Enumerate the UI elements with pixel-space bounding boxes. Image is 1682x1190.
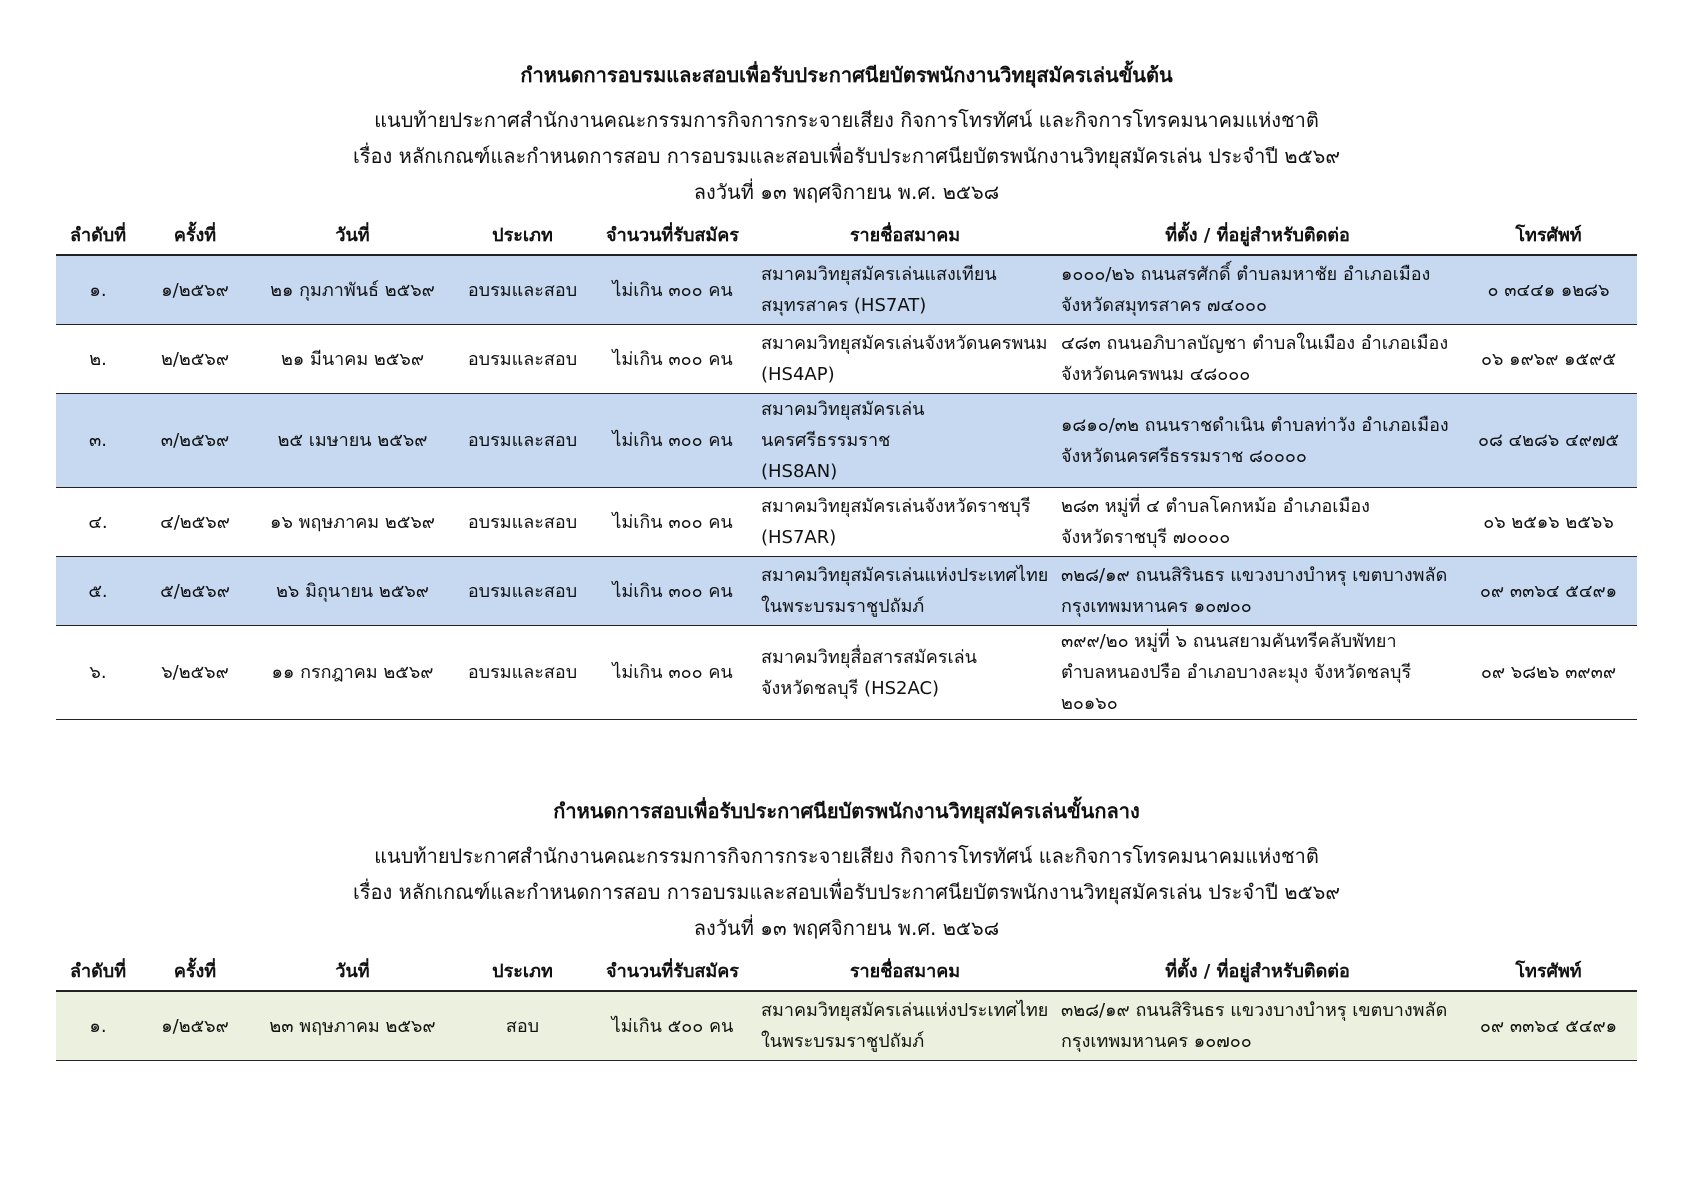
cell-association-text: สมาคมวิทยุสื่อสารสมัครเล่น [761, 646, 977, 668]
cell-round [140, 557, 250, 626]
cell-quota [590, 325, 755, 394]
header-date: วันที่ [250, 950, 455, 991]
cell-date [250, 557, 455, 626]
cell-date-text: ๒๑ กุมภาพันธ์ ๒๕๖๙ [270, 279, 435, 301]
date-line: ลงวันที่ ๑๓ พฤศจิกายน พ.ศ. ๒๕๖๘ [693, 180, 1000, 204]
cell-address-text: ๑๘๑๐/๓๒ ถนนราชดำเนิน ตำบลท่าวัง อำเภอเมือง [1061, 414, 1449, 436]
cell-phone-text: ๐ ๓๔๔๑ ๑๒๘๖ [1487, 279, 1610, 301]
cell-round [140, 394, 250, 488]
section-title: กำหนดการสอบเพื่อรับประกาศนียบัตรพนักงานวิทยุสมัครเล่นขั้นกลาง [553, 799, 1140, 823]
header-phone: โทรศัพท์ [1460, 950, 1637, 991]
cell-order-text: ๒. [89, 348, 107, 370]
cell-round [140, 488, 250, 557]
cell-association-text: ในพระบรมราชูปถัมภ์ [761, 1031, 925, 1052]
cell-type [455, 557, 590, 626]
cell-address-text: จังหวัดสมุทรสาคร ๗๔๐๐๐ [1061, 295, 1268, 316]
cell-order [56, 991, 140, 1061]
cell-quota [590, 557, 755, 626]
cell-association [755, 255, 1055, 325]
cell-order [56, 255, 140, 325]
cell-address-text: ๓๒๘/๑๙ ถนนสิรินธร แขวงบางบำหรุ เขตบางพลัด [1061, 565, 1448, 586]
cell-address-text: ๓๒๘/๑๙ ถนนสิรินธร แขวงบางบำหรุ เขตบางพลัด [1061, 1000, 1448, 1021]
cell-round-text: ๕/๒๕๖๙ [160, 580, 230, 602]
cell-round [140, 255, 250, 325]
cell-phone [1460, 488, 1637, 557]
cell-date-text: ๒๕ เมษายน ๒๕๖๙ [277, 430, 428, 451]
cell-type-text: อบรมและสอบ [467, 580, 578, 602]
cell-address-text: ๑๐๐๐/๒๖ ถนนสรศักดิ์ ตำบลมหาชัย อำเภอเมือง [1061, 264, 1431, 285]
cell-date [250, 325, 455, 394]
cell-quota [590, 255, 755, 325]
cell-round-text: ๑/๒๕๖๙ [161, 1015, 229, 1037]
cell-phone-text: ๐๙ ๓๓๖๔ ๕๔๙๑ [1479, 580, 1618, 602]
cell-association-text: สมาคมวิทยุสมัครเล่นแห่งประเทศไทย [761, 1000, 1049, 1021]
cell-round-text: ๖/๒๕๖๙ [161, 662, 229, 683]
cell-date-text: ๑๑ กรกฎาคม ๒๕๖๙ [271, 662, 434, 683]
cell-association [755, 394, 1055, 488]
cell-association-text: จังหวัดชลบุรี (HS2AC) [761, 677, 940, 699]
cell-association-text: สมาคมวิทยุสมัครเล่นแสงเทียน [761, 264, 997, 285]
cell-date [250, 488, 455, 557]
cell-date-text: ๒๑ มีนาคม ๒๕๖๙ [280, 348, 424, 370]
cell-quota [590, 626, 755, 720]
table-row [56, 325, 1637, 394]
subtitle-line: เรื่อง หลักเกณฑ์และกำหนดการสอบ การอบรมและสอบเพื่อรับประกาศนียบัตรพนักงานวิทยุสมัครเล่น ประจำปี ๒๕๖๙ [352, 144, 1341, 168]
cell-association-text: (HS4AP) [761, 364, 835, 385]
header-association: รายชื่อสมาคม [755, 950, 1055, 991]
header-type: ประเภท [455, 950, 590, 991]
table-row [56, 557, 1637, 626]
schedule-table [56, 214, 1637, 720]
header-address: ที่ตั้ง / ที่อยู่สำหรับติดต่อ [1055, 950, 1460, 991]
header-date: วันที่ [250, 214, 455, 255]
cell-association-text: ในพระบรมราชูปถัมภ์ [761, 596, 925, 617]
cell-phone [1460, 557, 1637, 626]
cell-address-text: ๓๙๙/๒๐ หมู่ที่ ๖ ถนนสยามคันทรีคลับพัทยา [1061, 631, 1397, 652]
date-line: ลงวันที่ ๑๓ พฤศจิกายน พ.ศ. ๒๕๖๘ [693, 916, 1000, 940]
cell-association-text: สมาคมวิทยุสมัครเล่นนครศรีธรรมราช [761, 399, 925, 451]
cell-phone-text: ๐๘ ๔๒๘๖ ๔๙๗๕ [1477, 430, 1620, 451]
cell-round-text: ๓/๒๕๖๙ [160, 430, 230, 451]
cell-type-text: สอบ [505, 1015, 540, 1037]
cell-quota [590, 991, 755, 1061]
header-round: ครั้งที่ [140, 214, 250, 255]
header-quota: จำนวนที่รับสมัคร [590, 950, 755, 991]
cell-phone-text: ๐๙ ๓๓๖๔ ๕๔๙๑ [1479, 1015, 1618, 1037]
table-row [56, 991, 1637, 1061]
cell-address-text: กรุงเทพมหานคร ๑๐๗๐๐ [1061, 1031, 1252, 1052]
cell-order-text: ๔. [88, 511, 108, 533]
table-row [56, 626, 1637, 720]
cell-address [1055, 394, 1460, 488]
header-type: ประเภท [455, 214, 590, 255]
cell-order [56, 626, 140, 720]
cell-phone-text: ๐๖ ๒๕๑๖ ๒๕๖๖ [1483, 511, 1614, 533]
cell-association-text: สมุทรสาคร (HS7AT) [761, 295, 927, 316]
cell-type-text: อบรมและสอบ [467, 348, 578, 370]
subtitle-line: แนบท้ายประกาศสำนักงานคณะกรรมการกิจการกระจายเสียง กิจการโทรทัศน์ และกิจการโทรคมนาคมแห่งชาติ [374, 108, 1319, 132]
section-title: กำหนดการอบรมและสอบเพื่อรับประกาศนียบัตรพนักงานวิทยุสมัครเล่นขั้นต้น [520, 63, 1173, 87]
header-round: ครั้งที่ [140, 950, 250, 991]
cell-association [755, 557, 1055, 626]
cell-type-text: อบรมและสอบ [467, 430, 578, 451]
cell-quota-text: ไม่เกิน ๓๐๐ คน [612, 580, 733, 602]
cell-association-text: สมาคมวิทยุสมัครเล่นจังหวัดราชบุรี [761, 496, 1031, 517]
cell-phone [1460, 991, 1637, 1061]
cell-order-text: ๑. [89, 1015, 107, 1037]
cell-order-text: ๑. [89, 279, 107, 301]
cell-order-text: ๖. [89, 662, 107, 683]
cell-date-text: ๑๖ พฤษภาคม ๒๕๖๙ [270, 511, 435, 533]
cell-quota-text: ไม่เกิน ๓๐๐ คน [612, 662, 733, 683]
cell-round-text: ๑/๒๕๖๙ [161, 279, 229, 301]
cell-address-text: ๒๘๓ หมู่ที่ ๔ ตำบลโคกหม้อ อำเภอเมือง [1061, 496, 1370, 517]
cell-association [755, 626, 1055, 720]
cell-type [455, 991, 590, 1061]
cell-association [755, 991, 1055, 1061]
cell-quota-text: ไม่เกิน ๓๐๐ คน [612, 348, 733, 370]
cell-phone [1460, 626, 1637, 720]
cell-association [755, 488, 1055, 557]
cell-round [140, 991, 250, 1061]
header-address: ที่ตั้ง / ที่อยู่สำหรับติดต่อ [1055, 214, 1460, 255]
cell-type-text: อบรมและสอบ [467, 511, 578, 533]
cell-quota [590, 488, 755, 557]
cell-quota-text: ไม่เกิน ๓๐๐ คน [612, 511, 733, 533]
cell-round-text: ๒/๒๕๖๙ [160, 348, 230, 370]
cell-date [250, 394, 455, 488]
cell-phone [1460, 394, 1637, 488]
cell-address-text: ตำบลหนองปรือ อำเภอบางละมุง จังหวัดชลบุรี ๒๐๑๖๐ [1061, 662, 1412, 714]
cell-address [1055, 626, 1460, 720]
cell-date [250, 991, 455, 1061]
cell-order [56, 394, 140, 488]
cell-date [250, 255, 455, 325]
cell-type [455, 394, 590, 488]
subtitle-line: เรื่อง หลักเกณฑ์และกำหนดการสอบ การอบรมและสอบเพื่อรับประกาศนียบัตรพนักงานวิทยุสมัครเล่น ประจำปี ๒๕๖๙ [352, 880, 1341, 904]
cell-phone [1460, 325, 1637, 394]
header-phone: โทรศัพท์ [1460, 214, 1637, 255]
cell-type [455, 325, 590, 394]
schedule-table [56, 950, 1637, 1061]
subtitle-line: แนบท้ายประกาศสำนักงานคณะกรรมการกิจการกระจายเสียง กิจการโทรทัศน์ และกิจการโทรคมนาคมแห่งชาติ [374, 844, 1319, 868]
table-row [56, 255, 1637, 325]
cell-association-text: สมาคมวิทยุสมัครเล่นจังหวัดนครพนม [761, 333, 1048, 354]
basic-license-schedule [56, 62, 1637, 720]
cell-address-text: จังหวัดนครศรีธรรมราช ๘๐๐๐๐ [1061, 445, 1307, 467]
cell-type-text: อบรมและสอบ [467, 279, 578, 301]
cell-type [455, 488, 590, 557]
cell-quota-text: ไม่เกิน ๓๐๐ คน [612, 430, 733, 451]
cell-address-text: ๔๘๓ ถนนอภิบาลบัญชา ตำบลในเมือง อำเภอเมือง [1061, 333, 1449, 354]
cell-address [1055, 325, 1460, 394]
cell-address [1055, 991, 1460, 1061]
cell-round [140, 325, 250, 394]
cell-quota [590, 394, 755, 488]
cell-address [1055, 488, 1460, 557]
cell-quota-text: ไม่เกิน ๓๐๐ คน [612, 279, 733, 301]
header-order: ลำดับที่ [56, 214, 140, 255]
header-quota: จำนวนที่รับสมัคร [590, 214, 755, 255]
cell-phone-text: ๐๖ ๑๙๖๙ ๑๕๙๕ [1481, 348, 1616, 370]
cell-type [455, 626, 590, 720]
cell-association-text: สมาคมวิทยุสมัครเล่นแห่งประเทศไทย [761, 565, 1049, 586]
cell-address [1055, 557, 1460, 626]
header-association: รายชื่อสมาคม [755, 214, 1055, 255]
cell-date-text: ๒๓ พฤษภาคม ๒๕๖๙ [269, 1015, 436, 1037]
cell-address-text: กรุงเทพมหานคร ๑๐๗๐๐ [1061, 596, 1252, 617]
cell-address-text: จังหวัดราชบุรี ๗๐๐๐๐ [1061, 527, 1231, 548]
cell-order-text: ๕. [88, 580, 108, 602]
cell-round [140, 626, 250, 720]
table-row [56, 488, 1637, 557]
intermediate-license-schedule [56, 798, 1637, 1061]
cell-round-text: ๔/๒๕๖๙ [160, 511, 230, 533]
header-order: ลำดับที่ [56, 950, 140, 991]
cell-quota-text: ไม่เกิน ๕๐๐ คน [611, 1015, 734, 1037]
cell-association [755, 325, 1055, 394]
cell-type-text: อบรมและสอบ [467, 662, 578, 683]
cell-association-text: (HS7AR) [761, 527, 837, 548]
cell-association-text: (HS8AN) [761, 461, 838, 482]
cell-date-text: ๒๖ มิถุนายน ๒๕๖๙ [276, 580, 429, 602]
cell-date [250, 626, 455, 720]
cell-order [56, 557, 140, 626]
cell-phone [1460, 255, 1637, 325]
cell-order [56, 488, 140, 557]
cell-address [1055, 255, 1460, 325]
cell-order [56, 325, 140, 394]
cell-phone-text: ๐๙ ๖๘๒๖ ๓๙๓๙ [1480, 662, 1617, 683]
table-row [56, 394, 1637, 488]
cell-order-text: ๓. [88, 430, 108, 451]
cell-type [455, 255, 590, 325]
cell-address-text: จังหวัดนครพนม ๔๘๐๐๐ [1061, 364, 1251, 385]
